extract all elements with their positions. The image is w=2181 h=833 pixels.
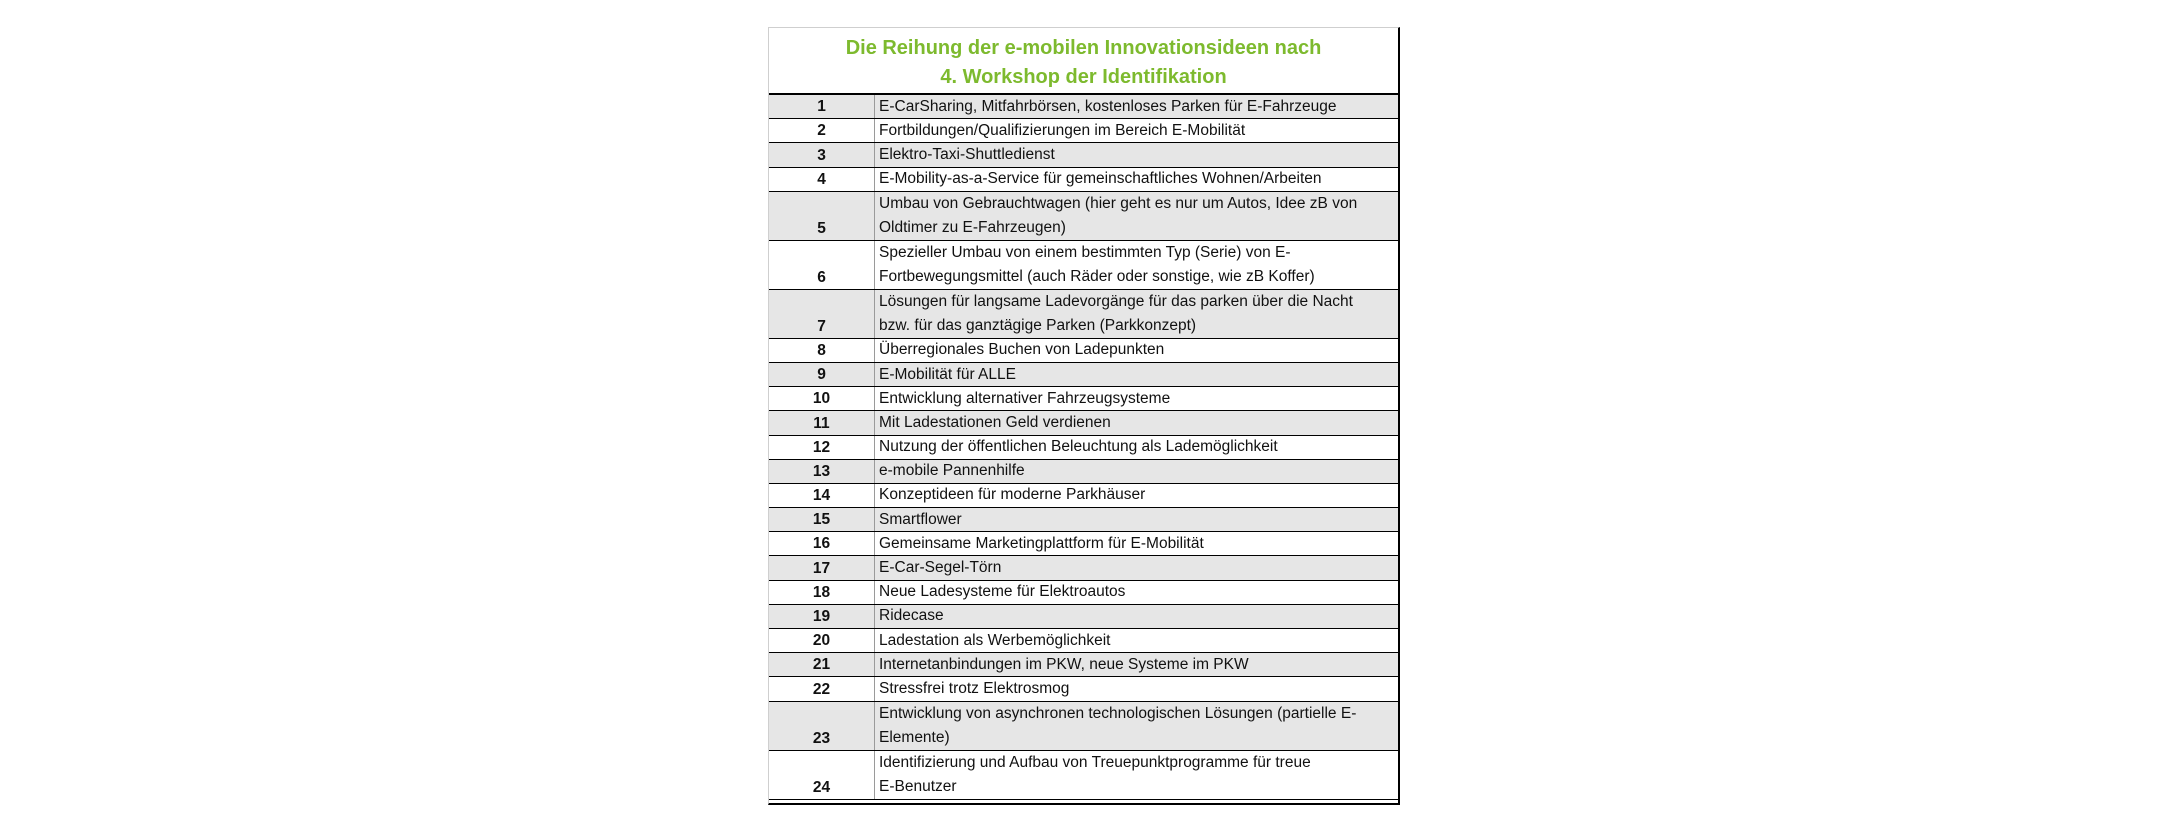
table-row bbox=[769, 339, 1398, 363]
rank-cell: 3 bbox=[769, 143, 875, 166]
table-row bbox=[769, 192, 1398, 241]
idea-cell: E-Mobilität für ALLE bbox=[879, 365, 1016, 383]
table-row bbox=[769, 508, 1398, 532]
rank-cell: 7 bbox=[769, 290, 875, 338]
table-row bbox=[769, 653, 1398, 677]
idea-cell: Nutzung der öffentlichen Beleuchtung als Lademöglichkeit bbox=[879, 438, 1278, 456]
idea-cell: Gemeinsame Marketingplattform für E-Mobilität bbox=[879, 534, 1204, 552]
rank-cell: 19 bbox=[769, 605, 875, 628]
table-row bbox=[769, 387, 1398, 411]
rank-cell: 13 bbox=[769, 460, 875, 483]
table-row bbox=[769, 751, 1398, 800]
idea-cell: E-Car-Segel-Törn bbox=[879, 559, 1002, 577]
rank-cell: 14 bbox=[769, 484, 875, 507]
idea-cell: Überregionales Buchen von Ladepunkten bbox=[879, 341, 1165, 359]
rank-cell: 17 bbox=[769, 556, 875, 579]
table-row bbox=[769, 363, 1398, 387]
idea-cell: Lösungen für langsame Ladevorgänge für das parken über die Nacht bzw. für das ganztägige Parken (Parkkonzept) bbox=[879, 292, 1353, 334]
idea-cell: Smartflower bbox=[879, 510, 962, 528]
rank-cell: 18 bbox=[769, 581, 875, 604]
rank-cell: 15 bbox=[769, 508, 875, 531]
idea-cell: Elektro-Taxi-Shuttledienst bbox=[879, 145, 1055, 163]
idea-cell: E-CarSharing, Mitfahrbörsen, kostenloses Parken für E-Fahrzeuge bbox=[879, 97, 1337, 115]
rank-cell: 20 bbox=[769, 629, 875, 652]
idea-cell: Konzeptideen für moderne Parkhäuser bbox=[879, 486, 1146, 504]
idea-cell: Entwicklung alternativer Fahrzeugsysteme bbox=[879, 389, 1171, 407]
table-row bbox=[769, 460, 1398, 484]
rank-cell: 24 bbox=[769, 751, 875, 799]
table-row bbox=[769, 677, 1398, 701]
table-row bbox=[769, 702, 1398, 751]
idea-cell: Ridecase bbox=[879, 607, 944, 625]
table-row bbox=[769, 95, 1398, 119]
title-line-2: 4. Workshop der Identifikation bbox=[940, 66, 1227, 88]
rank-cell: 23 bbox=[769, 702, 875, 750]
rank-cell: 4 bbox=[769, 168, 875, 191]
idea-cell: Spezieller Umbau von einem bestimmten Typ (Serie) von E- Fortbewegungsmittel (auch Räder oder sonstige, wie zB Koffer) bbox=[879, 243, 1315, 285]
idea-cell: Umbau von Gebrauchtwagen (hier geht es nur um Autos, Idee zB von Oldtimer zu E-Fahrzeugen) bbox=[879, 194, 1358, 236]
rank-cell: 8 bbox=[769, 339, 875, 362]
idea-cell: e-mobile Pannenhilfe bbox=[879, 462, 1025, 480]
table-row bbox=[769, 605, 1398, 629]
idea-cell: Entwicklung von asynchronen technologischen Lösungen (partielle E- Elemente) bbox=[879, 704, 1357, 746]
rank-cell: 9 bbox=[769, 363, 875, 386]
rank-cell: 12 bbox=[769, 436, 875, 459]
rank-cell: 2 bbox=[769, 119, 875, 142]
rank-cell: 16 bbox=[769, 532, 875, 555]
title-line-1: Die Reihung der e-mobilen Innovationsideen nach bbox=[845, 37, 1322, 59]
rank-cell: 6 bbox=[769, 241, 875, 289]
table-body bbox=[769, 95, 1398, 800]
rank-cell: 1 bbox=[769, 95, 875, 118]
table-row bbox=[769, 168, 1398, 192]
idea-cell: Neue Ladesysteme für Elektroautos bbox=[879, 583, 1126, 601]
rank-cell: 10 bbox=[769, 387, 875, 410]
ranking-table bbox=[768, 27, 1400, 805]
rank-cell: 21 bbox=[769, 653, 875, 676]
rank-cell: 22 bbox=[769, 677, 875, 700]
rank-cell: 5 bbox=[769, 192, 875, 240]
idea-cell: Fortbildungen/Qualifizierungen im Bereich E-Mobilität bbox=[879, 121, 1246, 139]
table-row bbox=[769, 556, 1398, 580]
idea-cell: Stressfrei trotz Elektrosmog bbox=[879, 679, 1070, 697]
table-row bbox=[769, 436, 1398, 460]
table-row bbox=[769, 119, 1398, 143]
table-row bbox=[769, 484, 1398, 508]
table-row bbox=[769, 532, 1398, 556]
idea-cell: Identifizierung und Aufbau von Treuepunktprogramme für treue E-Benutzer bbox=[879, 753, 1311, 795]
table-row bbox=[769, 629, 1398, 653]
table-title bbox=[769, 28, 1398, 95]
idea-cell: Ladestation als Werbemöglichkeit bbox=[879, 631, 1111, 649]
table-row bbox=[769, 411, 1398, 435]
idea-cell: E-Mobility-as-a-Service für gemeinschaftliches Wohnen/Arbeiten bbox=[879, 170, 1322, 188]
table-row bbox=[769, 143, 1398, 167]
table-row bbox=[769, 581, 1398, 605]
table-row bbox=[769, 290, 1398, 339]
idea-cell: Internetanbindungen im PKW, neue Systeme im PKW bbox=[879, 655, 1249, 673]
table-row bbox=[769, 241, 1398, 290]
idea-cell: Mit Ladestationen Geld verdienen bbox=[879, 413, 1111, 431]
rank-cell: 11 bbox=[769, 411, 875, 434]
